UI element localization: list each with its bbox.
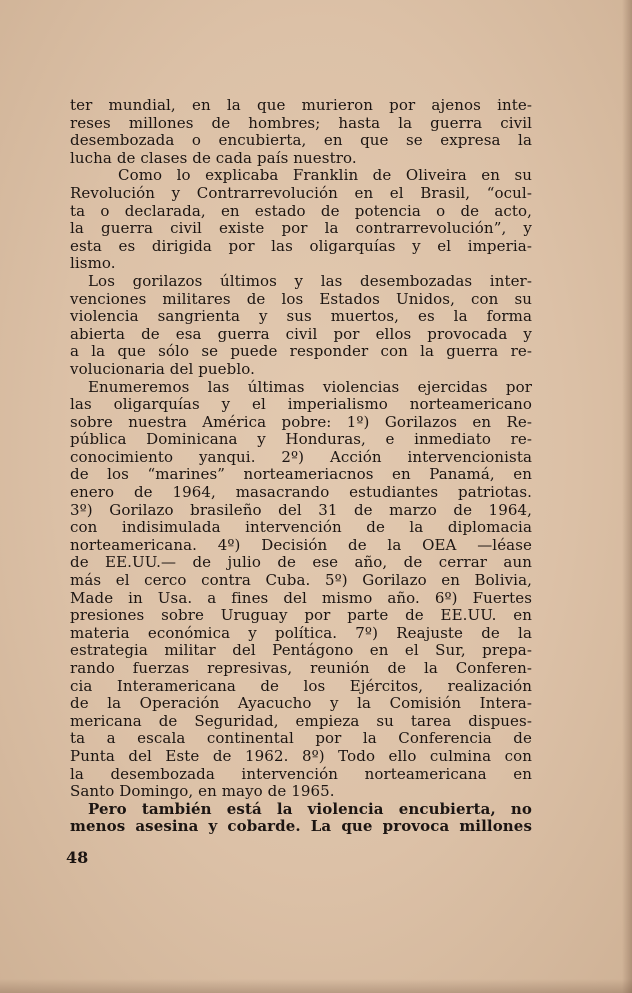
text-line: abierta de esa guerra civil por ellos provocada y — [70, 324, 532, 343]
text-line: enero de 1964, masacrando estudiantes patriotas. — [70, 483, 532, 502]
text-line: ter mundial, en la que murieron por ajenos inte- — [70, 96, 532, 114]
text-line: norteamericana. 4º) Decisión de la OEA —léase — [70, 535, 532, 554]
text-line: Made in Usa. a fines del mismo año. 6º) Fuertes — [70, 588, 532, 607]
text-line: cia Interamericana de los Ejércitos, realización — [70, 676, 532, 695]
text-line: violencia sangrienta y sus muertos, es la forma — [70, 307, 532, 326]
body-text — [70, 97, 532, 836]
text-line: presiones sobre Uruguay por parte de EE.UU. en — [70, 606, 532, 625]
text-line: venciones militares de los Estados Unidos, con su — [70, 289, 532, 308]
text-line: ta a escala continental por la Conferencia de — [70, 729, 532, 748]
text-line: desembozada o encubierta, en que se expresa la — [70, 131, 532, 150]
text-line: estrategia militar del Pentágono en el Sur, prepa- — [70, 641, 532, 660]
text-line: de EE.UU.— de julio de ese año, de cerrar aun — [70, 553, 532, 572]
text-line: lucha de clases de cada país nuestro. — [70, 148, 357, 167]
text-line: la desembozada intervención norteamericana en — [70, 764, 532, 783]
text-line: sobre nuestra América pobre: 1º) Gorilazos en Re- — [70, 412, 532, 431]
text-line: Revolución y Contrarrevolución en el Brasil, “ocul- — [70, 183, 532, 202]
text-line: más el cerco contra Cuba. 5º) Gorilazo en Bolivia, — [70, 571, 532, 590]
text-line: 3º) Gorilazo brasileño del 31 de marzo de 1964, — [70, 500, 532, 519]
text-line: Punta del Este de 1962. 8º) Todo ello culmina con — [70, 746, 532, 765]
text-line: de la Operación Ayacucho y la Comisión Intera- — [70, 694, 532, 713]
page-bottom-shadow — [0, 979, 632, 993]
text-line: Pero también está la violencia encubierta, no — [88, 799, 532, 818]
text-line: Como lo explicaba Franklin de Oliveira en su — [118, 166, 532, 185]
page-edge-shadow — [622, 0, 632, 993]
text-line: conocimiento yanqui. 2º) Acción intervencionista — [70, 447, 532, 466]
text-line: materia económica y política. 7º) Reajuste de la — [70, 623, 532, 642]
text-line: ta o declarada, en estado de potencia o de acto, — [70, 201, 532, 220]
text-line: menos asesina y cobarde. La que provoca millones — [70, 817, 532, 836]
text-line: a la que sólo se puede responder con la guerra re- — [70, 342, 532, 361]
text-line: pública Dominicana y Honduras, e inmediato re- — [70, 430, 532, 449]
text-line: Santo Domingo, en mayo de 1965. — [70, 782, 335, 801]
text-line: reses millones de hombres; hasta la guerra civil — [70, 113, 532, 132]
text-line: Los gorilazos últimos y las desembozadas inter- — [88, 271, 532, 290]
text-line: esta es dirigida por las oligarquías y el imperia- — [70, 236, 532, 255]
text-line: lismo. — [70, 254, 116, 273]
page-number: 48 — [66, 848, 89, 867]
text-line: volucionaria del pueblo. — [70, 359, 255, 378]
text-line: de los “marines” norteameriacnos en Panamá, en — [70, 465, 532, 484]
text-line: la guerra civil existe por la contrarrevolución”, y — [70, 219, 532, 238]
text-line: Enumeremos las últimas violencias ejercidas por — [88, 377, 532, 396]
text-line: rando fuerzas represivas, reunión de la Conferen- — [70, 659, 532, 677]
text-line: las oligarquías y el imperialismo norteamericano — [70, 395, 532, 414]
text-line: mericana de Seguridad, empieza su tarea dispues- — [70, 711, 532, 730]
text-line: con indisimulada intervención de la diplomacia — [70, 518, 532, 537]
